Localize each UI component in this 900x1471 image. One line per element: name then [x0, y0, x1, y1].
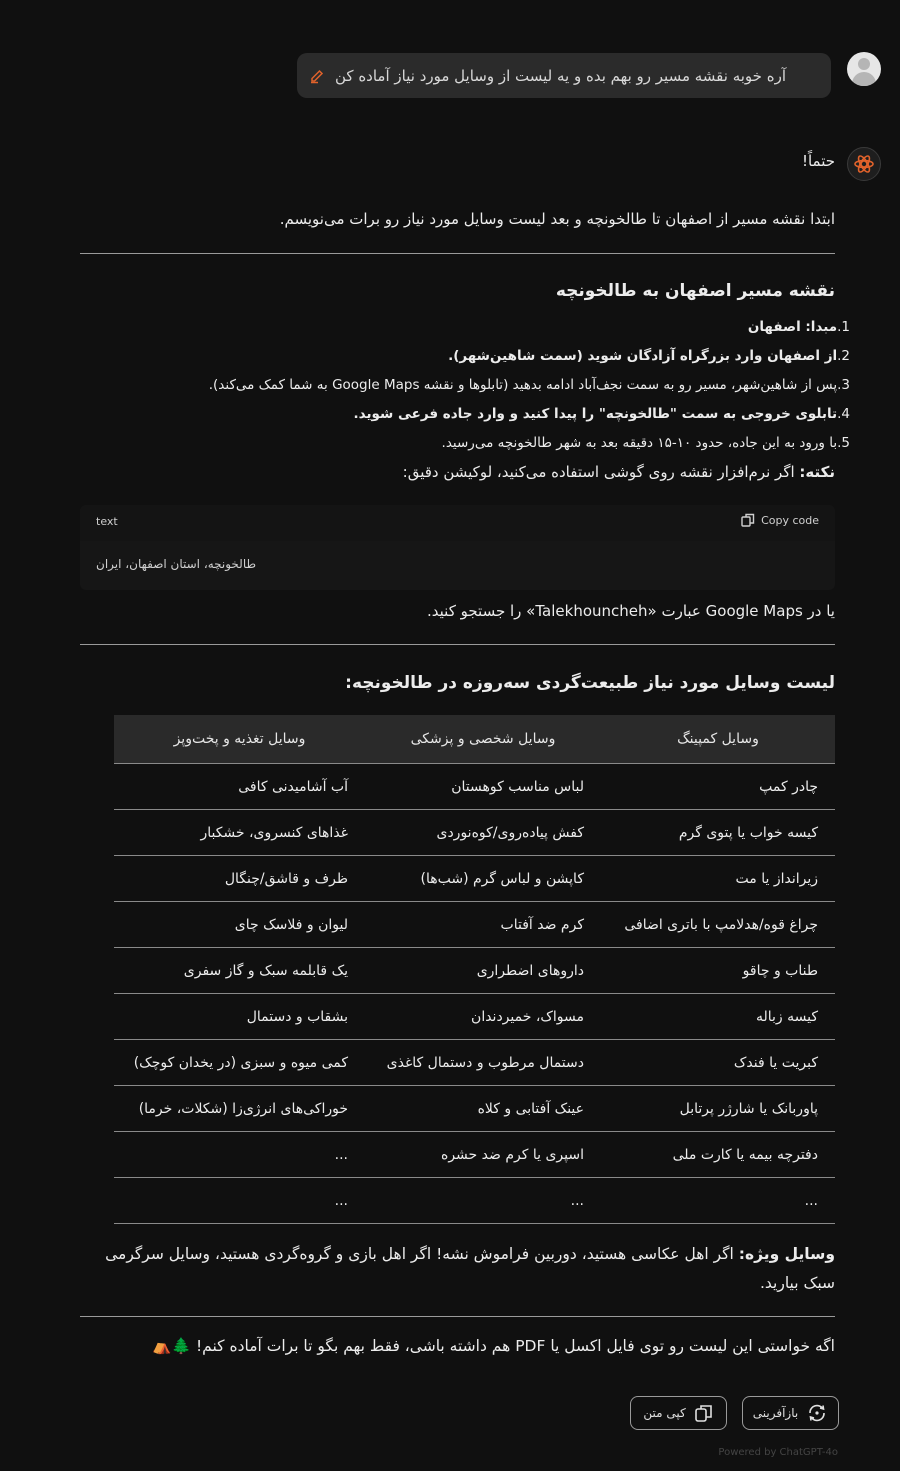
table-cell: اسپری یا کرم ضد حشره [365, 1132, 601, 1178]
table-row [114, 810, 835, 856]
table-cell: کیسه خواب یا پتوی گرم [601, 810, 835, 856]
edit-icon[interactable] [309, 68, 325, 84]
special-items-line-2: سبک بیارید. [759, 1274, 835, 1292]
assistant-avatar-icon [847, 147, 881, 181]
table-cell: کبریت یا فندک [601, 1040, 835, 1086]
table-cell: دفترچه بیمه یا کارت ملی [601, 1132, 835, 1178]
assistant-greeting: حتماً! [801, 152, 835, 170]
route-step-4: 4.تابلوی خروجی به سمت "طالخونچه" را پیدا کنید و وارد جاده فرعی شوید. [353, 406, 850, 422]
code-block-header [80, 505, 835, 541]
regenerate-button[interactable] [742, 1396, 839, 1430]
table-cell: ... [114, 1178, 365, 1224]
table-header: وسایل کمپینگ [601, 715, 835, 764]
user-avatar [847, 52, 881, 86]
table-header: وسایل شخصی و پزشکی [365, 715, 601, 764]
table-cell: ... [114, 1132, 365, 1178]
equipment-table [114, 715, 835, 1224]
special-items-line-1: وسایل ویژه: اگر اهل عکاسی هستید، دوربین فراموش نشه! اگر اهل بازی و گروه‌گردی هستید، وسایل سرگرمی [105, 1245, 835, 1263]
table-cell: کفش پیاده‌روی/کوه‌نوردی [365, 810, 601, 856]
table-row [114, 902, 835, 948]
list-heading: لیست وسایل مورد نیاز طبیعت‌گردی سه‌روزه در طالخونچه: [345, 673, 835, 693]
table-row [114, 1086, 835, 1132]
table-cell: پاوربانک یا شارژر پرتابل [601, 1086, 835, 1132]
copy-text-button[interactable] [630, 1396, 727, 1430]
table-cell: عینک آفتابی و کلاه [365, 1086, 601, 1132]
table-row [114, 764, 835, 810]
copy-code-button[interactable]: Copy code [741, 513, 819, 527]
user-message-bubble [297, 53, 831, 98]
table-cell: مسواک، خمیردندان [365, 994, 601, 1040]
route-step-3: 3.پس از شاهین‌شهر، مسیر رو به سمت نجف‌آباد ادامه بدهید (تابلوها و نقشه Google Maps به شما کمک می‌کند). [208, 377, 850, 393]
table-cell: دستمال مرطوب و دستمال کاغذی [365, 1040, 601, 1086]
table-row [114, 1178, 835, 1224]
table-cell: لیوان و فلاسک چای [114, 902, 365, 948]
route-heading: نقشه مسیر اصفهان به طالخونچه [555, 281, 835, 301]
table-cell: کرم ضد آفتاب [365, 902, 601, 948]
assistant-intro: ابتدا نقشه مسیر از اصفهان تا طالخونچه و بعد لیست وسایل مورد نیاز رو برات می‌نویسم. [279, 210, 835, 228]
table-cell: داروهای اضطراری [365, 948, 601, 994]
table-cell: ... [601, 1178, 835, 1224]
table-cell: چادر کمپ [601, 764, 835, 810]
table-header-row [114, 715, 835, 764]
divider [80, 253, 835, 254]
table-cell: چراغ قوه/هدلامپ با باتری اضافی [601, 902, 835, 948]
code-block [80, 505, 835, 590]
code-language-label: text [96, 515, 118, 528]
table-cell: خوراکی‌های انرژی‌زا (شکلات، خرما) [114, 1086, 365, 1132]
table-cell: کیسه زباله [601, 994, 835, 1040]
route-step-2: 2.از اصفهان وارد بزرگراه آزادگان شوید (سمت شاهین‌شهر). [448, 348, 850, 364]
route-step-5: 5.با ورود به این جاده، حدود ۱۰-۱۵ دقیقه بعد به شهر طالخونچه می‌رسید. [441, 435, 850, 451]
table-cell: ظرف و قاشق/چنگال [114, 856, 365, 902]
table-cell: طناب و چاقو [601, 948, 835, 994]
closing-message: اگه خواستی این لیست رو توی فایل اکسل یا PDF هم داشته باشی، فقط بهم بگو تا برات آماده کنم! 🌲⛺ [152, 1337, 835, 1355]
powered-by-label: Powered by ChatGPT-4o [718, 1447, 838, 1458]
route-note: نکته: اگر نرم‌افزار نقشه روی گوشی استفاده می‌کنید، لوکیشن دقیق: [402, 463, 835, 481]
table-cell: بشقاب و دستمال [114, 994, 365, 1040]
table-row [114, 856, 835, 902]
table-cell: ... [365, 1178, 601, 1224]
code-content: طالخونچه، استان اصفهان، ایران [96, 557, 257, 571]
table-cell: زیرانداز یا مت [601, 856, 835, 902]
table-cell: آب آشامیدنی کافی [114, 764, 365, 810]
table-row [114, 994, 835, 1040]
copy-icon [694, 1403, 714, 1423]
divider [80, 644, 835, 645]
copy-text-label: کپی متن [643, 1406, 686, 1420]
route-step-1: 1.مبدا: اصفهان [747, 319, 850, 335]
table-cell: کاپشن و لباس گرم (شب‌ها) [365, 856, 601, 902]
table-row [114, 1132, 835, 1178]
table-header: وسایل تغذیه و پخت‌وپز [114, 715, 365, 764]
table-cell: یک قابلمه سبک و گاز سفری [114, 948, 365, 994]
copy-icon [741, 513, 755, 527]
table-row [114, 948, 835, 994]
search-hint: یا در Google Maps عبارت «Talekhouncheh» را جستجو کنید. [427, 602, 835, 620]
table-cell: غذاهای کنسروی، خشکبار [114, 810, 365, 856]
regenerate-label: بازآفرینی [752, 1406, 799, 1420]
divider [80, 1316, 835, 1317]
table-cell: کمی میوه و سبزی (در یخدان کوچک) [114, 1040, 365, 1086]
user-message-text: آره خوبه نقشه مسیر رو بهم بده و یه لیست از وسایل مورد نیاز آماده کن [335, 66, 786, 85]
regenerate-icon [806, 1402, 828, 1424]
table-cell: لباس مناسب کوهستان [365, 764, 601, 810]
table-row [114, 1040, 835, 1086]
